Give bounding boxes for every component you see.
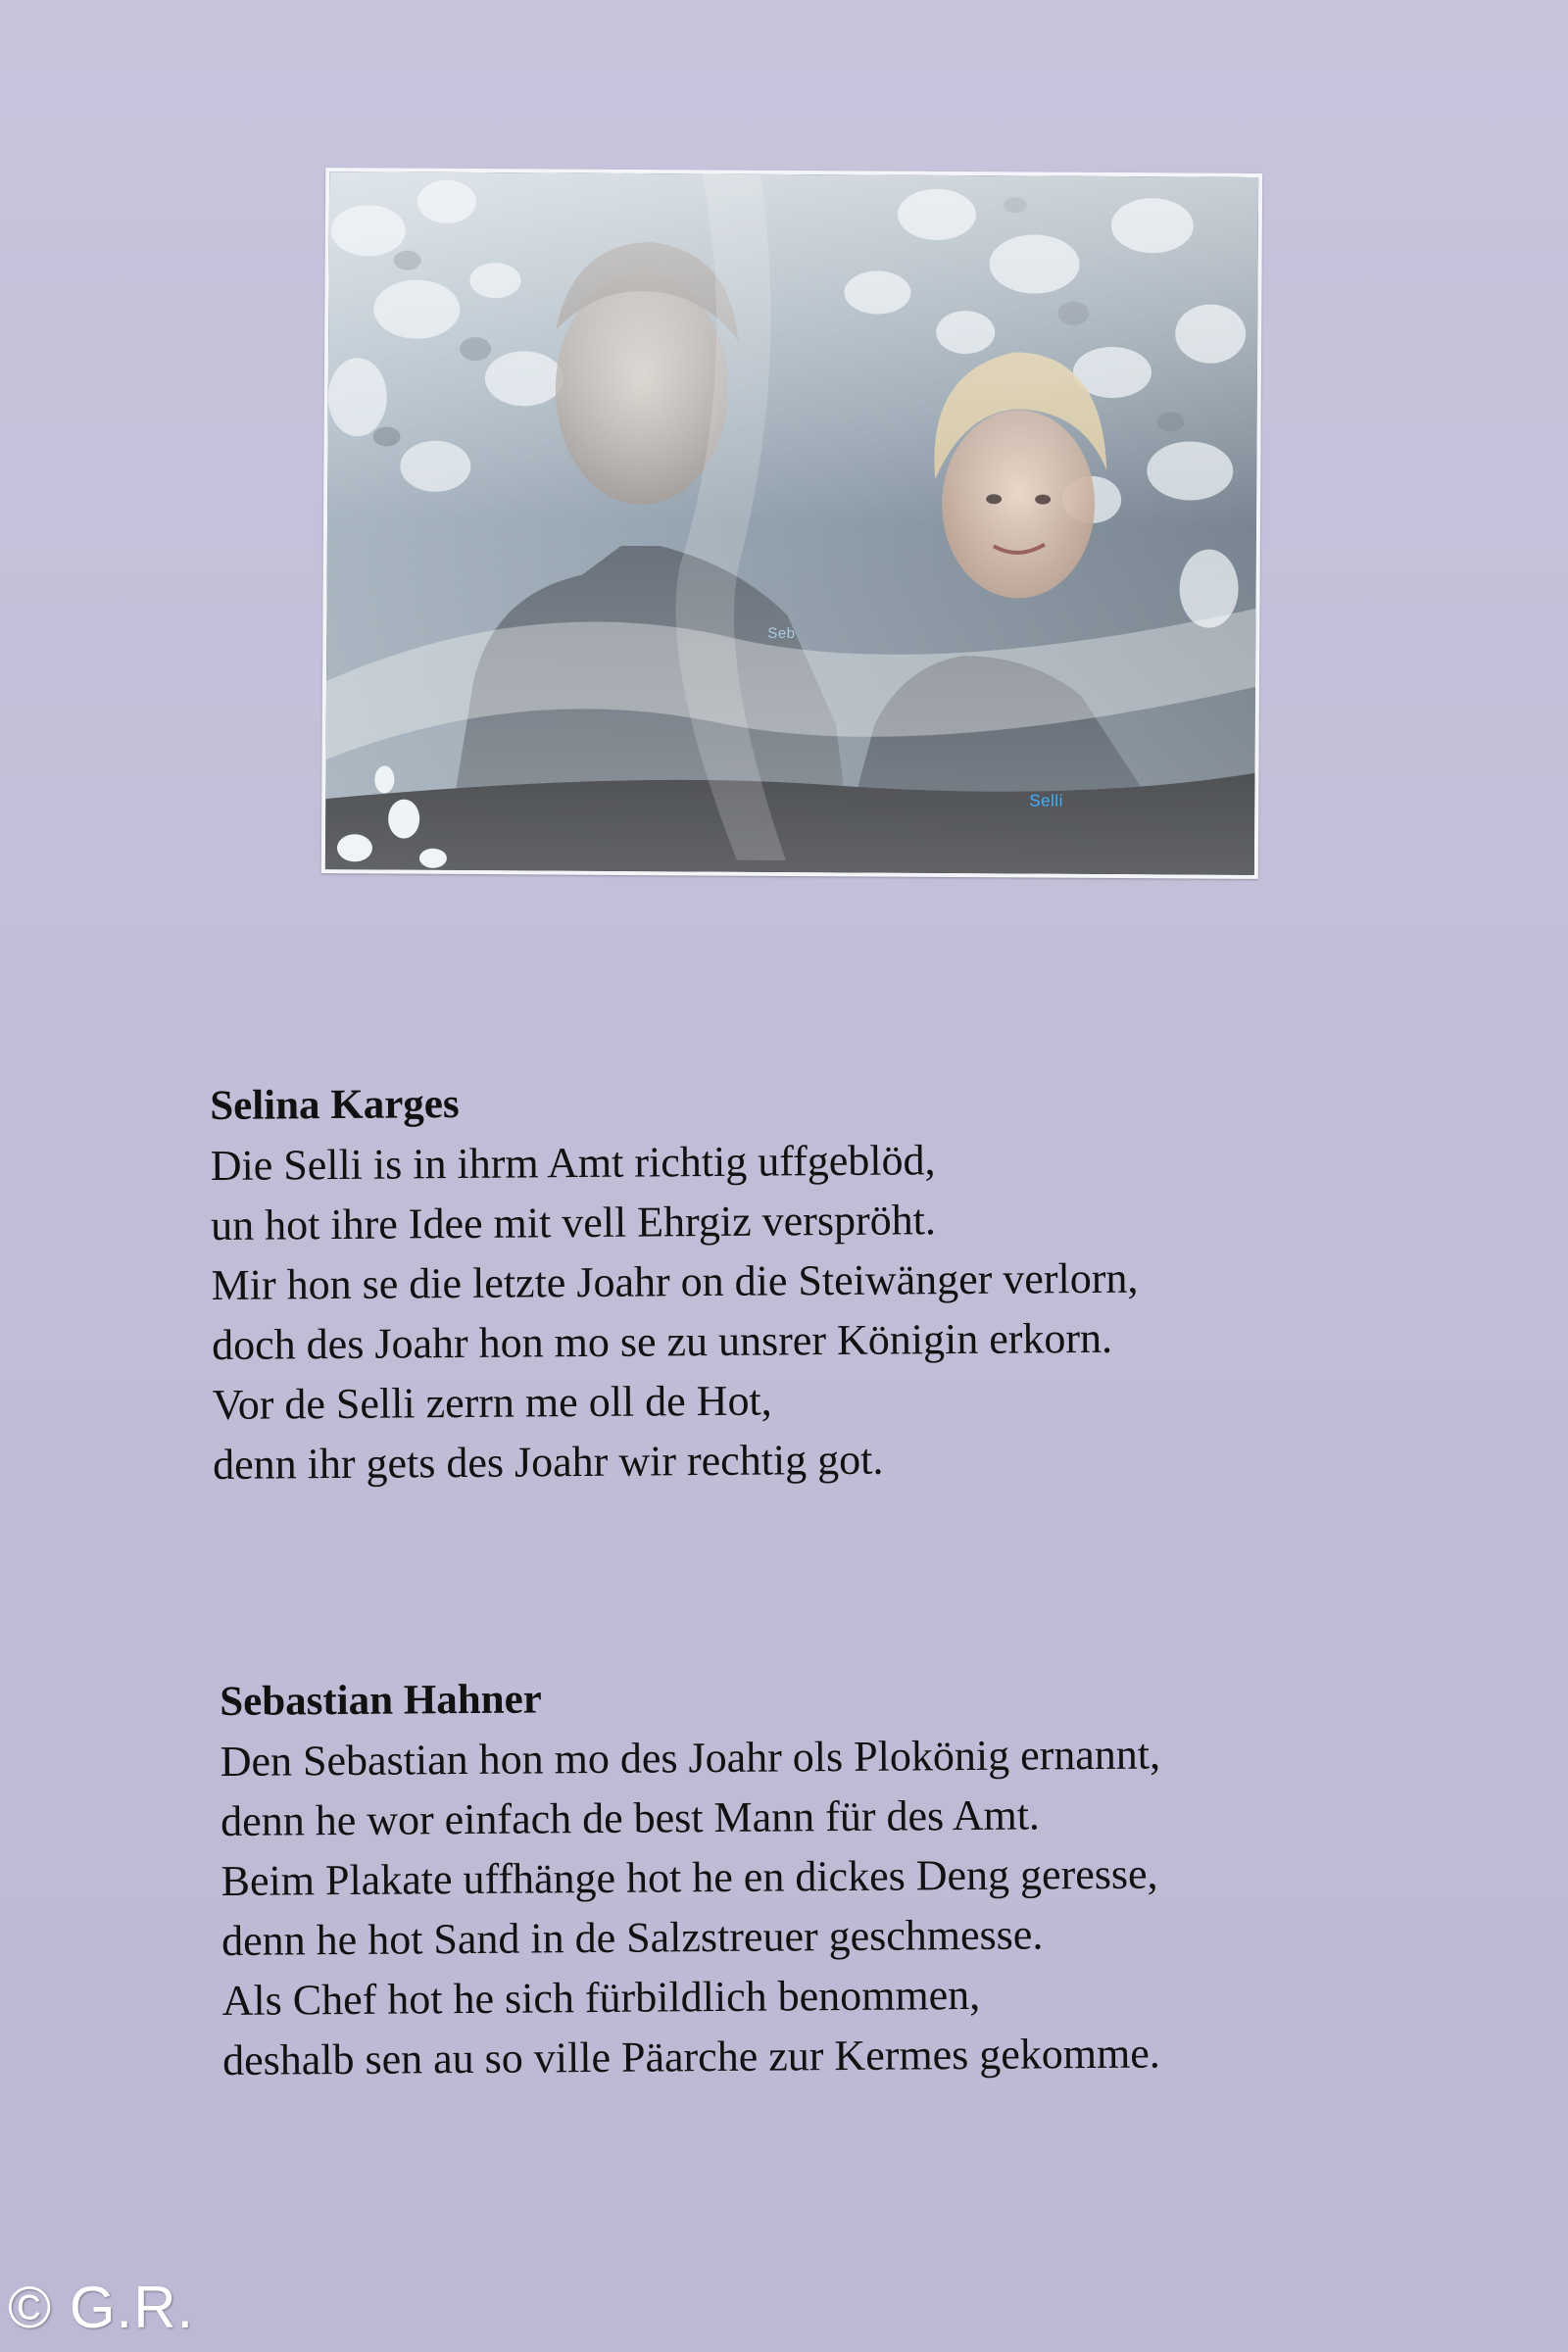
photo-illustration xyxy=(325,172,1258,875)
couple-photo xyxy=(321,168,1262,879)
poem-line: Als Chef hot he sich fürbildlich benommen, xyxy=(221,1970,981,2025)
poem-title: Selina Karges xyxy=(210,1081,460,1129)
poem-line: denn ihr gets des Joahr wir rechtig got. xyxy=(212,1435,884,1489)
poem-line: Beim Plakate uffhänge hot he en dickes Deng geresse, xyxy=(220,1849,1158,1905)
photo-label-seb: Seb xyxy=(767,624,796,643)
poem-sebastian xyxy=(220,1663,1398,2090)
poem-title: Sebastian Hahner xyxy=(220,1676,542,1725)
photo-image xyxy=(325,172,1258,875)
photo-label-selli: Selli xyxy=(1029,791,1063,810)
poem-line: denn he hot Sand in de Salzstreuer geschmesse. xyxy=(220,1910,1044,1965)
poem-selina xyxy=(210,1067,1389,1494)
poem-line: Vor de Selli zerrn me oll de Hot, xyxy=(212,1376,772,1429)
poem-line: Die Selli is in ihrm Amt richtig uffgeblöd, xyxy=(210,1136,936,1190)
poem-line: Den Sebastian hon mo des Joahr ols Plokönig ernannt, xyxy=(220,1730,1161,1786)
poem-line: Mir hon se die letzte Joahr on die Steiwänger verlorn, xyxy=(211,1253,1139,1309)
poem-line: doch des Joahr hon mo se zu unsrer Königin erkorn. xyxy=(211,1313,1113,1369)
poem-line: denn he wor einfach de best Mann für des Amt. xyxy=(220,1790,1041,1845)
copyright-watermark: © G.R. xyxy=(8,2275,195,2340)
poem-line: deshalb sen au so ville Päarche zur Kermes gekomme. xyxy=(221,2029,1160,2084)
poem-line: un hot ihre Idee mit vell Ehrgiz verspröht. xyxy=(211,1196,937,1250)
